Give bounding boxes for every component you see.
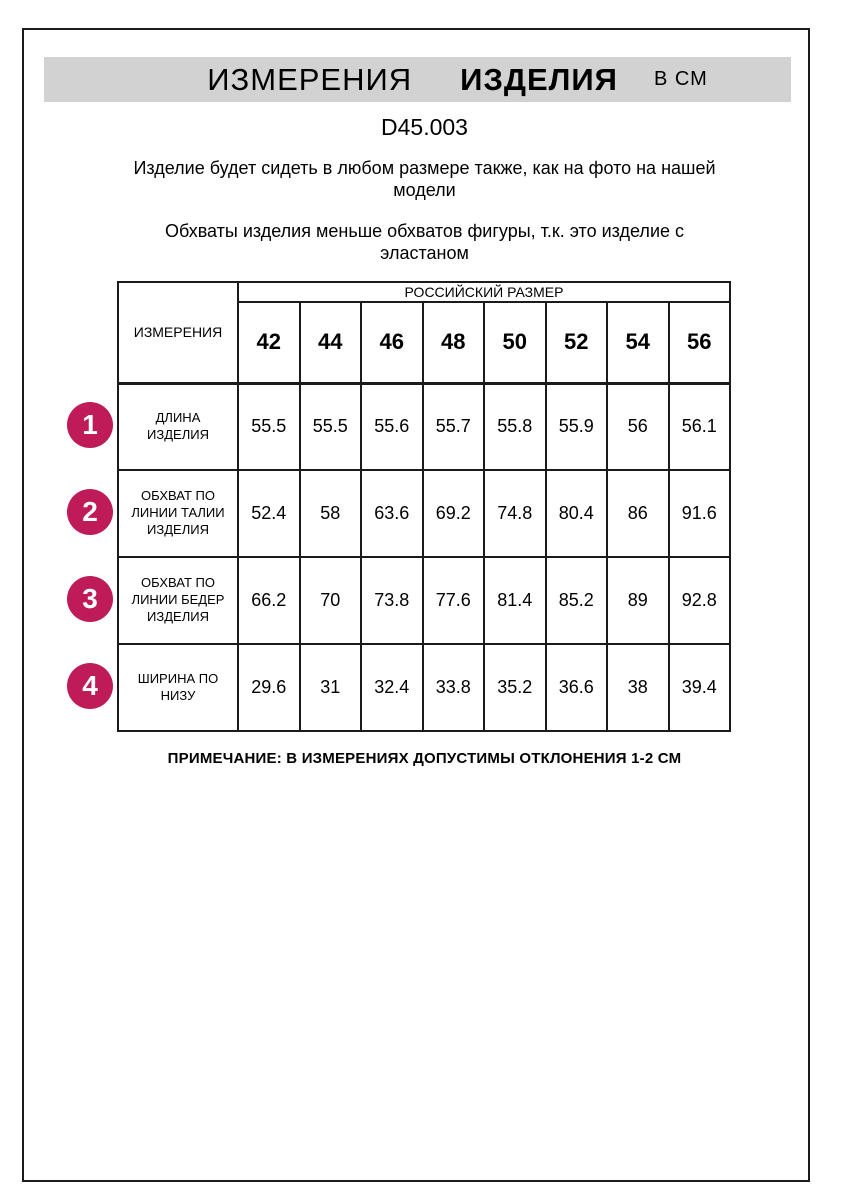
table-cell: 56 (607, 383, 669, 470)
title-word-garment: ИЗДЕЛИЯ (460, 61, 618, 97)
size-header-44: 44 (300, 302, 362, 383)
table-cell: 81.4 (484, 557, 546, 644)
table-cell: 66.2 (238, 557, 300, 644)
title-word-measurements: ИЗМЕРЕНИЯ (207, 61, 413, 97)
title-unit-cm: В СМ (653, 68, 708, 90)
table-cell: 55.6 (361, 383, 423, 470)
row-number-badge-1: 1 (67, 402, 113, 448)
row-number-badge-2: 2 (67, 489, 113, 535)
table-cell: 38 (607, 644, 669, 731)
row-label-bottom-width: ШИРИНА ПО НИЗУ (118, 644, 238, 731)
measurements-column-header: ИЗМЕРЕНИЯ (118, 282, 238, 383)
tolerance-note: ПРИМЕЧАНИЕ: В ИЗМЕРЕНИЯХ ДОПУСТИМЫ ОТКЛОНЕНИЯ 1-2 СМ (167, 750, 682, 767)
table-cell: 55.8 (484, 383, 546, 470)
table-cell: 80.4 (546, 470, 608, 557)
table-cell: 85.2 (546, 557, 608, 644)
table-cell: 32.4 (361, 644, 423, 731)
size-header-50: 50 (484, 302, 546, 383)
table-cell: 29.6 (238, 644, 300, 731)
table-row-hips (118, 557, 730, 644)
russian-size-group-header: РОССИЙСКИЙ РАЗМЕР (238, 282, 730, 302)
table-cell: 35.2 (484, 644, 546, 731)
table-cell: 63.6 (361, 470, 423, 557)
title-bar (44, 57, 791, 102)
table-cell: 36.6 (546, 644, 608, 731)
table-cell: 58 (300, 470, 362, 557)
table-cell: 91.6 (669, 470, 731, 557)
table-cell: 55.5 (238, 383, 300, 470)
row-number-badge-3: 3 (67, 576, 113, 622)
size-header-56: 56 (669, 302, 731, 383)
table-group-header-row (118, 282, 730, 302)
table-cell: 86 (607, 470, 669, 557)
table-cell: 55.9 (546, 383, 608, 470)
size-header-42: 42 (238, 302, 300, 383)
intro-paragraph-fit: Изделие будет сидеть в любом размере также, как на фото на нашей модели (133, 158, 716, 200)
table-row-waist (118, 470, 730, 557)
size-header-54: 54 (607, 302, 669, 383)
table-cell: 77.6 (423, 557, 485, 644)
table-cell: 33.8 (423, 644, 485, 731)
table-cell: 55.7 (423, 383, 485, 470)
intro-paragraph-elastane: Обхваты изделия меньше обхватов фигуры, т.к. это изделие с эластаном (164, 221, 685, 263)
row-label-hips: ОБХВАТ ПО ЛИНИИ БЕДЕР ИЗДЕЛИЯ (118, 557, 238, 644)
table-cell: 52.4 (238, 470, 300, 557)
table-row-bottom-width (118, 644, 730, 731)
table-cell: 39.4 (669, 644, 731, 731)
table-cell: 73.8 (361, 557, 423, 644)
size-table (117, 281, 731, 732)
table-cell: 31 (300, 644, 362, 731)
table-cell: 89 (607, 557, 669, 644)
table-cell: 55.5 (300, 383, 362, 470)
table-cell: 92.8 (669, 557, 731, 644)
row-label-waist: ОБХВАТ ПО ЛИНИИ ТАЛИИ ИЗДЕЛИЯ (118, 470, 238, 557)
table-cell: 70 (300, 557, 362, 644)
model-code: D45.003 (381, 114, 468, 140)
table-cell: 74.8 (484, 470, 546, 557)
table-cell: 56.1 (669, 383, 731, 470)
row-label-length: ДЛИНА ИЗДЕЛИЯ (118, 383, 238, 470)
table-row-length (118, 383, 730, 470)
size-header-48: 48 (423, 302, 485, 383)
size-header-46: 46 (361, 302, 423, 383)
row-number-badge-4: 4 (67, 663, 113, 709)
table-cell: 69.2 (423, 470, 485, 557)
size-header-52: 52 (546, 302, 608, 383)
